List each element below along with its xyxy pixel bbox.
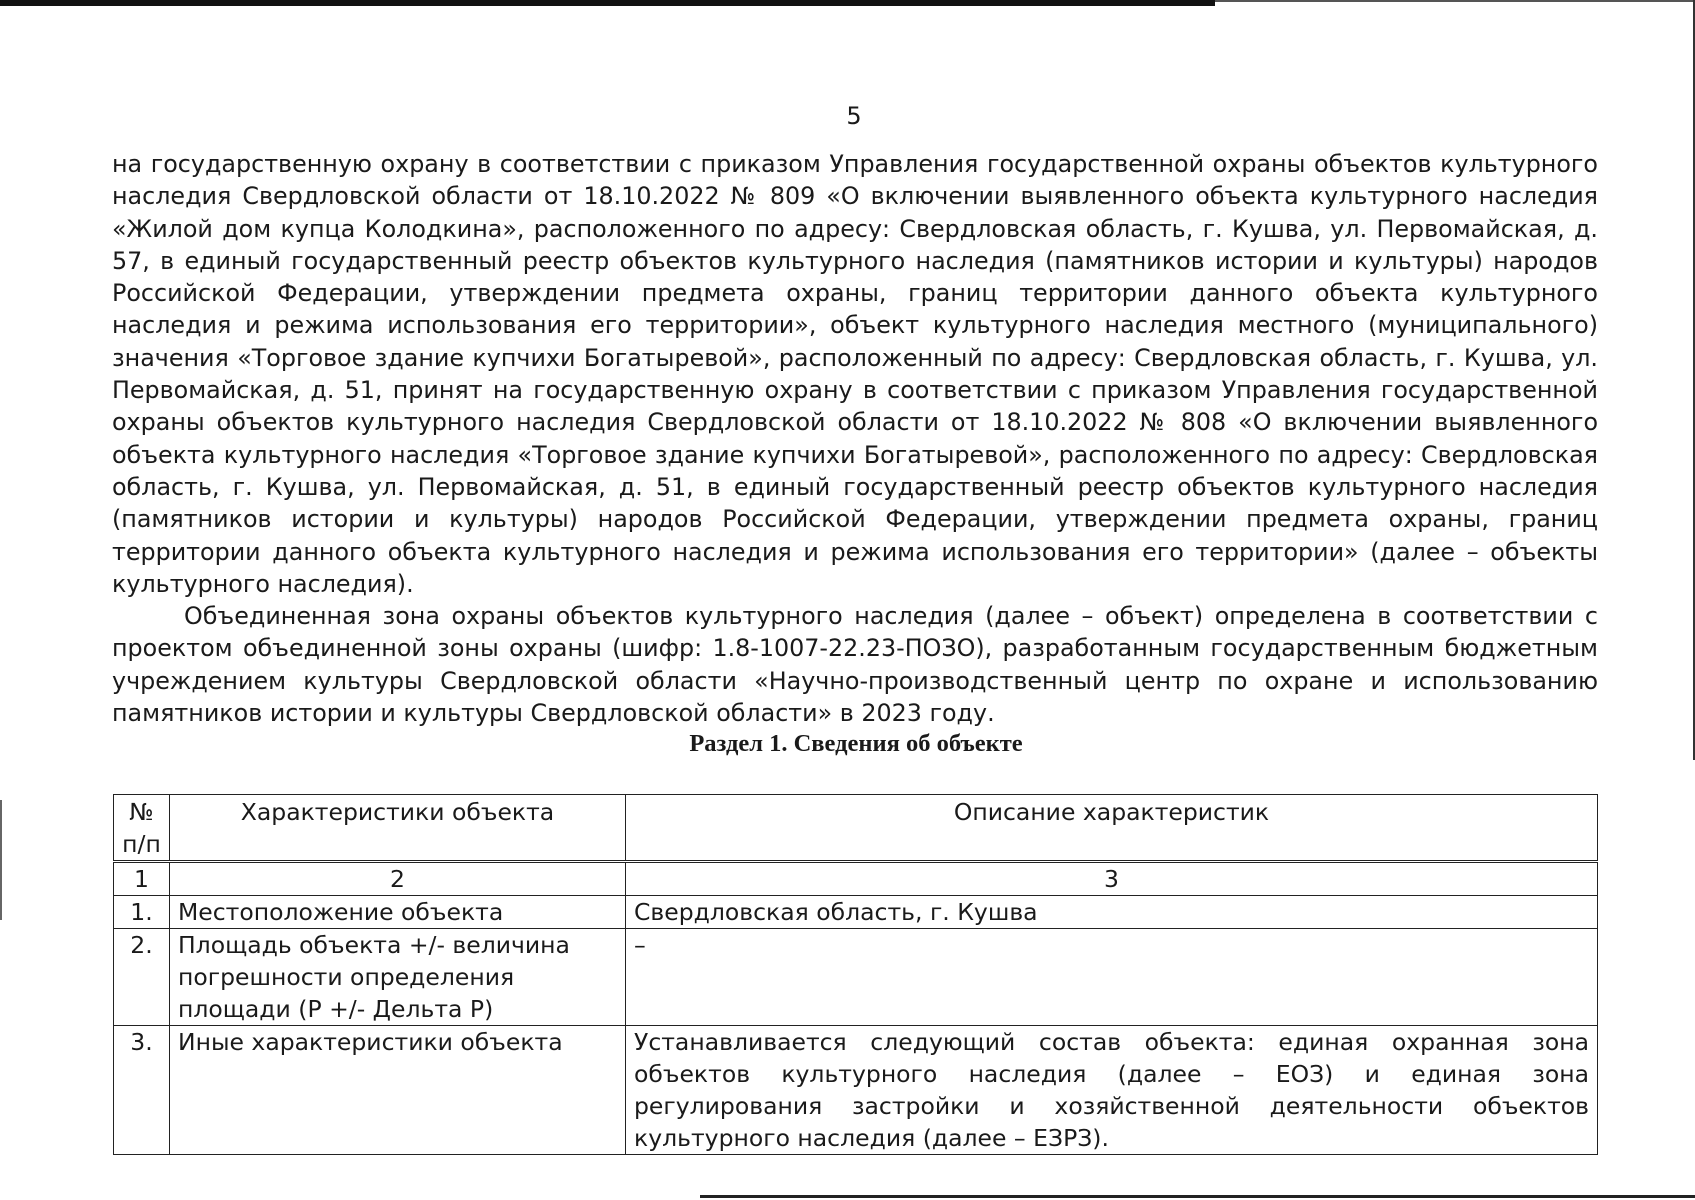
table-row bbox=[114, 929, 1598, 1026]
row-number: 3. bbox=[114, 1026, 170, 1155]
row-description: Устанавливается следующий состав объекта: единая охранная зона объектов культурного наследия (далее – ЕОЗ) и единая зона регулирования застройки и хозяйственной деятельности объектов культурного наследия (далее – ЕЗРЗ). bbox=[626, 1026, 1598, 1155]
table-row bbox=[114, 896, 1598, 929]
table-row bbox=[114, 1026, 1598, 1155]
header-number: № п/п bbox=[114, 795, 170, 862]
page-number: 5 bbox=[846, 102, 862, 130]
index-cell-2: 2 bbox=[170, 862, 626, 896]
scan-edge-top-thin bbox=[1215, 0, 1695, 2]
header-description: Описание характеристик bbox=[626, 795, 1598, 862]
table-index-row bbox=[114, 862, 1598, 896]
section-title: Раздел 1. Сведения об объекте bbox=[689, 730, 1023, 757]
paragraph-combined-zone: Объединенная зона охраны объектов культурного наследия (далее – объект) определена в соответствии с проектом объединенной зоны охраны (шифр: 1.8-1007-22.23-ПОЗО), разработанным государственным бюджетным учреждением культуры Свердловской области «Научно-производственный центр по охране и использованию памятников истории и культуры Свердловской области» в 2023 году. bbox=[112, 602, 1598, 728]
header-characteristics: Характеристики объекта bbox=[170, 795, 626, 862]
scan-edge-left bbox=[0, 800, 2, 920]
scan-edge-top bbox=[0, 0, 1215, 6]
row-description: Свердловская область, г. Кушва bbox=[626, 896, 1598, 929]
document-body bbox=[112, 148, 1598, 729]
scan-edge-bottom bbox=[700, 1195, 1695, 1198]
row-characteristic: Площадь объекта +/- величина погрешности определения площади (Р +/- Дельта Р) bbox=[170, 929, 626, 1026]
index-cell-1: 1 bbox=[114, 862, 170, 896]
paragraph-continuation: на государственную охрану в соответствии с приказом Управления государственной охраны объектов культурного наследия Свердловской области от 18.10.2022 № 809 «О включении выявленного объекта культурного наследия «Жилой дом купца Колодкина», расположенного по адресу: Свердловская область, г. Кушва, ул. Первомайская, д. 57, в единый государственный реестр объектов культурного наследия (памятников истории и культуры) народов Российской Федерации, утверждении предмета охраны, границ территории данного объекта культурного наследия и режима использования его территории», объект культурного наследия местного (муниципального) значения «Торговое здание купчихи Богатыревой», расположенный по адресу: Свердловская область, г. Кушва, ул. Первомайская, д. 51, принят на государственную охрану в соответствии с приказом Управления государственной охраны объектов культурного наследия Свердловской области от 18.10.2022 № 808 «О включении выявленного объекта культурного наследия «Торговое здание купчихи Богатыревой», расположенного по адресу: Свердловская область, г. Кушва, ул. Первомайская, д. 51, в единый государственный реестр объектов культурного наследия (памятников истории и культуры) народов Российской Федерации, утверждении предмета охраны, границ территории данного объекта культурного наследия и режима использования его территории» (далее – объекты культурного наследия). bbox=[112, 150, 1598, 598]
object-info-table bbox=[113, 794, 1598, 1155]
row-number: 2. bbox=[114, 929, 170, 1026]
table-header-row bbox=[114, 795, 1598, 862]
row-characteristic: Местоположение объекта bbox=[170, 896, 626, 929]
row-number: 1. bbox=[114, 896, 170, 929]
row-description: – bbox=[626, 929, 1598, 1026]
row-characteristic: Иные характеристики объекта bbox=[170, 1026, 626, 1155]
index-cell-3: 3 bbox=[626, 862, 1598, 896]
